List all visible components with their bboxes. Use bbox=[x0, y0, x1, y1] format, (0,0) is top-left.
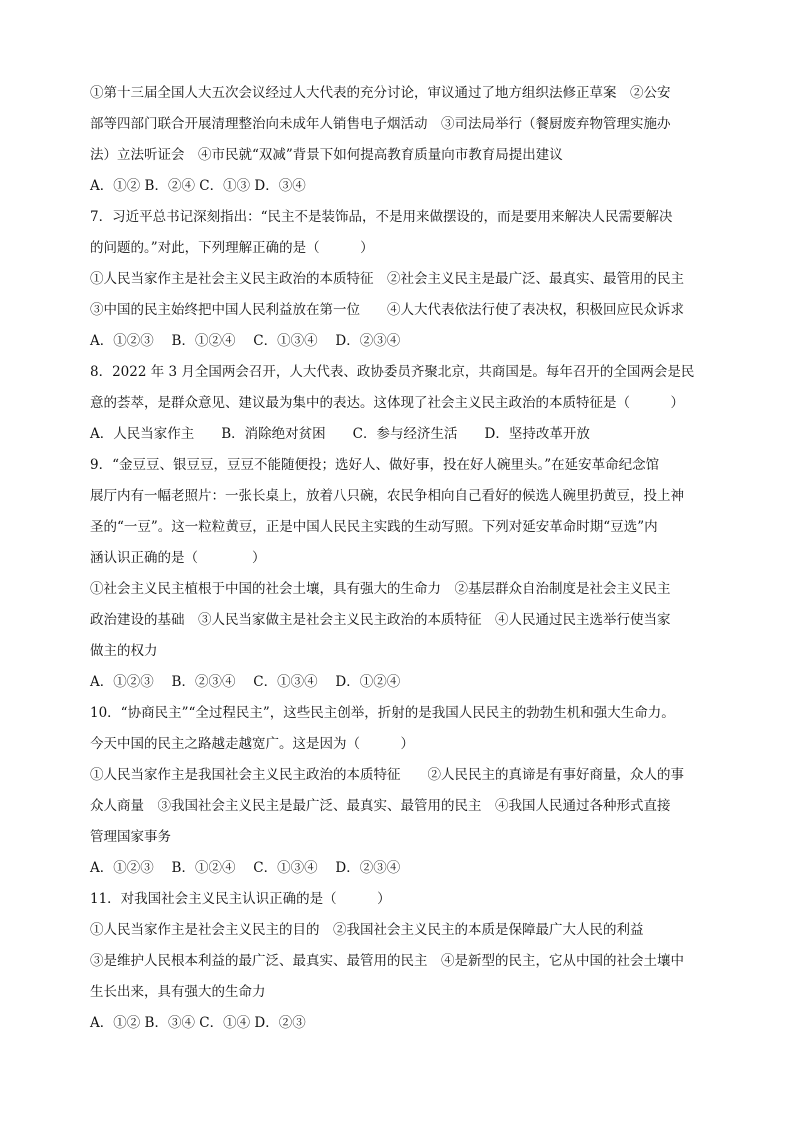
q7-options: A．①②③ B．①②④ C．①③④ D．②③④ bbox=[90, 333, 401, 349]
q11-options: A．①② B．③④ C．①④ D．②③ bbox=[90, 1015, 306, 1031]
question-9 bbox=[90, 450, 710, 698]
q9-stem-line: 圣的“一豆”。这一粒粒黄豆，正是中国人民民主实践的生动写照。下列对延安革命时期“豆选”内 bbox=[90, 519, 658, 535]
q7-stem-line: 7．习近平总书记深刻指出：“民主不是装饰品，不是用来做摆设的，而是要用来解决人民需要解决 bbox=[90, 209, 673, 225]
q10-options: A．①②③ B．①②④ C．①③④ D．②③④ bbox=[90, 860, 401, 876]
q10-stem-line: 今天中国的民主之路越走越宽广。这是因为（ ） bbox=[90, 736, 414, 752]
q11-statement-line: ③是维护人民根本利益的最广泛、最真实、最管用的民主 ④是新型的民主，它从中国的社会土壤中 bbox=[90, 953, 684, 969]
q9-stem-line: 涵认识正确的是（ ） bbox=[90, 550, 266, 566]
q10-statement-line: 管理国家事务 bbox=[90, 829, 171, 845]
q8-options: A．人民当家作主 B．消除绝对贫困 C．参与经济生活 D．坚持改革开放 bbox=[90, 426, 590, 442]
q7-statement-line: ①人民当家作主是社会主义民主政治的本质特征 ②社会主义民主是最广泛、最真实、最管用的民主 bbox=[90, 271, 684, 287]
q11-statement-line: ①人民当家作主是社会主义民主的目的 ②我国社会主义民主的本质是保障最广大人民的利益 bbox=[90, 922, 644, 938]
q6-statement-line: ①第十三届全国人大五次会议经过人大代表的充分讨论，审议通过了地方组织法修正草案 ②公安 bbox=[90, 85, 671, 101]
q9-stem-line: 9．“金豆豆、银豆豆，豆豆不能随便投；选好人、做好事，投在好人碗里头。”在延安革命纪念馆 bbox=[90, 457, 660, 473]
q6-statement-line: 部等四部门联合开展清理整治向未成年人销售电子烟活动 ③司法局举行（餐厨废弃物管理实施办 bbox=[90, 116, 671, 132]
q6-statement-line: 法）立法听证会 ④市民就“双减”背景下如何提高教育质量向市教育局提出建议 bbox=[90, 147, 563, 163]
q9-options: A．①②③ B．②③④ C．①③④ D．①②④ bbox=[90, 674, 401, 690]
q8-stem-line: 8．2022 年 3 月全国两会召开，人大代表、政协委员齐聚北京，共商国是。每年召开的全国两会是民 bbox=[90, 364, 695, 380]
q7-statement-line: ③中国的民主始终把中国人民利益放在第一位 ④人大代表依法行使了表决权，积极回应民众诉求 bbox=[90, 302, 684, 318]
q10-statement-line: 众人商量 ③我国社会主义民主是最广泛、最真实、最管用的民主 ④我国人民通过各种形式直接 bbox=[90, 798, 671, 814]
question-10 bbox=[90, 698, 710, 884]
q9-statement-line: 政治建设的基础 ③人民当家做主是社会主义民主政治的本质特征 ④人民通过民主选举行使当家 bbox=[90, 612, 671, 628]
q6-options: A．①② B．②④ C．①③ D．③④ bbox=[90, 178, 306, 194]
q10-stem-line: 10．“协商民主”“全过程民主”，这些民主创举，折射的是我国人民民主的勃勃生机和强大生命力。 bbox=[90, 705, 675, 721]
q11-stem-line: 11．对我国社会主义民主认识正确的是（ ） bbox=[90, 891, 391, 907]
question-7 bbox=[90, 202, 710, 357]
q9-statement-line: 做主的权力 bbox=[90, 643, 158, 659]
q9-stem-line: 展厅内有一幅老照片：一张长桌上，放着八只碗，农民争相向自己看好的候选人碗里扔黄豆，投上神 bbox=[90, 488, 684, 504]
question-8 bbox=[90, 357, 710, 450]
q11-statement-line: 生长出来，具有强大的生命力 bbox=[90, 984, 266, 1000]
question-6 bbox=[90, 78, 710, 202]
question-11 bbox=[90, 884, 710, 1039]
exam-page bbox=[90, 78, 710, 1039]
q9-statement-line: ①社会主义民主植根于中国的社会土壤，具有强大的生命力 ②基层群众自治制度是社会主义民主 bbox=[90, 581, 671, 597]
q8-stem-line: 意的荟萃，是群众意见、建议最为集中的表达。这体现了社会主义民主政治的本质特征是（ ） bbox=[90, 395, 684, 411]
q10-statement-line: ①人民当家作主是我国社会主义民主政治的本质特征 ②人民民主的真谛是有事好商量，众人的事 bbox=[90, 767, 684, 783]
q7-stem-line: 的问题的。”对此，下列理解正确的是（ ） bbox=[90, 240, 374, 256]
